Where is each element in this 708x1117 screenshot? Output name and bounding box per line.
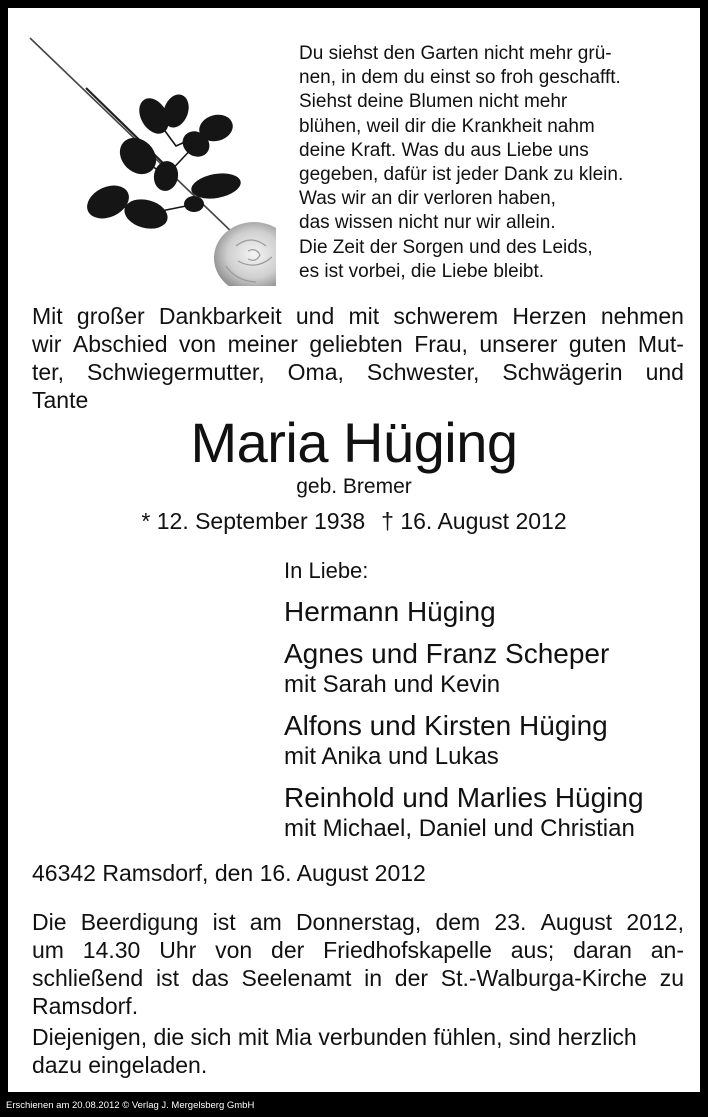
mourner-name: Agnes und Franz Scheper: [284, 638, 610, 669]
mourner-name: Reinhold und Marlies Hüging: [284, 782, 644, 813]
mourner-children: mit Michael, Daniel und Christian: [284, 815, 635, 842]
intro-line: ter, Schwiegermutter, Oma, Schwester, Schwägerin und: [32, 359, 684, 385]
poem-line: es ist vorbei, die Liebe bleibt.: [299, 260, 545, 282]
obituary-notice: [8, 8, 700, 1092]
publication-footer: Erschienen am 20.08.2012 © Verlag J. Mergelsberg GmbH: [6, 1100, 255, 1111]
mourners-heading: In Liebe:: [284, 558, 369, 583]
deceased-name: Maria Hüging: [190, 411, 518, 474]
mourner-name: Alfons und Kirsten Hüging: [284, 710, 608, 741]
mourner-name: Hermann Hüging: [284, 596, 496, 627]
poem-line: nen, in dem du einst so froh geschafft.: [299, 67, 621, 89]
intro-line: wir Abschied von meiner geliebten Frau, unserer guten Mut-: [32, 331, 684, 357]
life-dates: [8, 506, 700, 536]
maiden-name: geb. Bremer: [296, 475, 412, 498]
mourner-children: mit Anika und Lukas: [284, 743, 499, 770]
funeral-line: schließend ist das Seelenamt in der St.-Walburga-Kirche zu: [32, 965, 684, 991]
funeral-line: Die Beerdigung ist am Donnerstag, dem 23. August 2012,: [32, 909, 684, 935]
place-date: 46342 Ramsdorf, den 16. August 2012: [32, 860, 426, 886]
invitation-text: [32, 1023, 684, 1079]
birth-date: * 12. September 1938: [141, 508, 366, 534]
invite-line: Diejenigen, die sich mit Mia verbunden fühlen, sind herzlich: [32, 1024, 637, 1050]
poem-line: Was wir an dir verloren haben,: [299, 188, 556, 210]
invite-line: dazu eingeladen.: [32, 1052, 208, 1078]
poem: [299, 42, 679, 284]
poem-line: Du siehst den Garten nicht mehr grü-: [299, 43, 612, 64]
poem-line: gegeben, dafür ist jeder Dank zu klein.: [299, 164, 624, 186]
mourners-list: [284, 556, 694, 844]
mourner-children: mit Sarah und Kevin: [284, 671, 501, 698]
intro-text: [32, 302, 684, 414]
poem-line: Die Zeit der Sorgen und des Leids,: [299, 236, 593, 258]
poem-line: blühen, weil dir die Krankheit nahm: [299, 115, 595, 137]
death-date: † 16. August 2012: [381, 508, 567, 534]
intro-line: Mit großer Dankbarkeit und mit schwerem Herzen nehmen: [32, 303, 684, 329]
funeral-info: [32, 908, 684, 1020]
intro-line: Tante: [32, 387, 89, 413]
poem-line: Siehst deine Blumen nicht mehr: [299, 91, 568, 113]
funeral-line: Ramsdorf.: [32, 993, 139, 1019]
poem-line: deine Kraft. Was du aus Liebe uns: [299, 139, 589, 161]
rose-image: [26, 36, 276, 286]
funeral-line: um 14.30 Uhr von der Friedhofskapelle aus; daran an-: [32, 937, 684, 963]
poem-line: das wissen nicht nur wir allein.: [299, 212, 556, 234]
